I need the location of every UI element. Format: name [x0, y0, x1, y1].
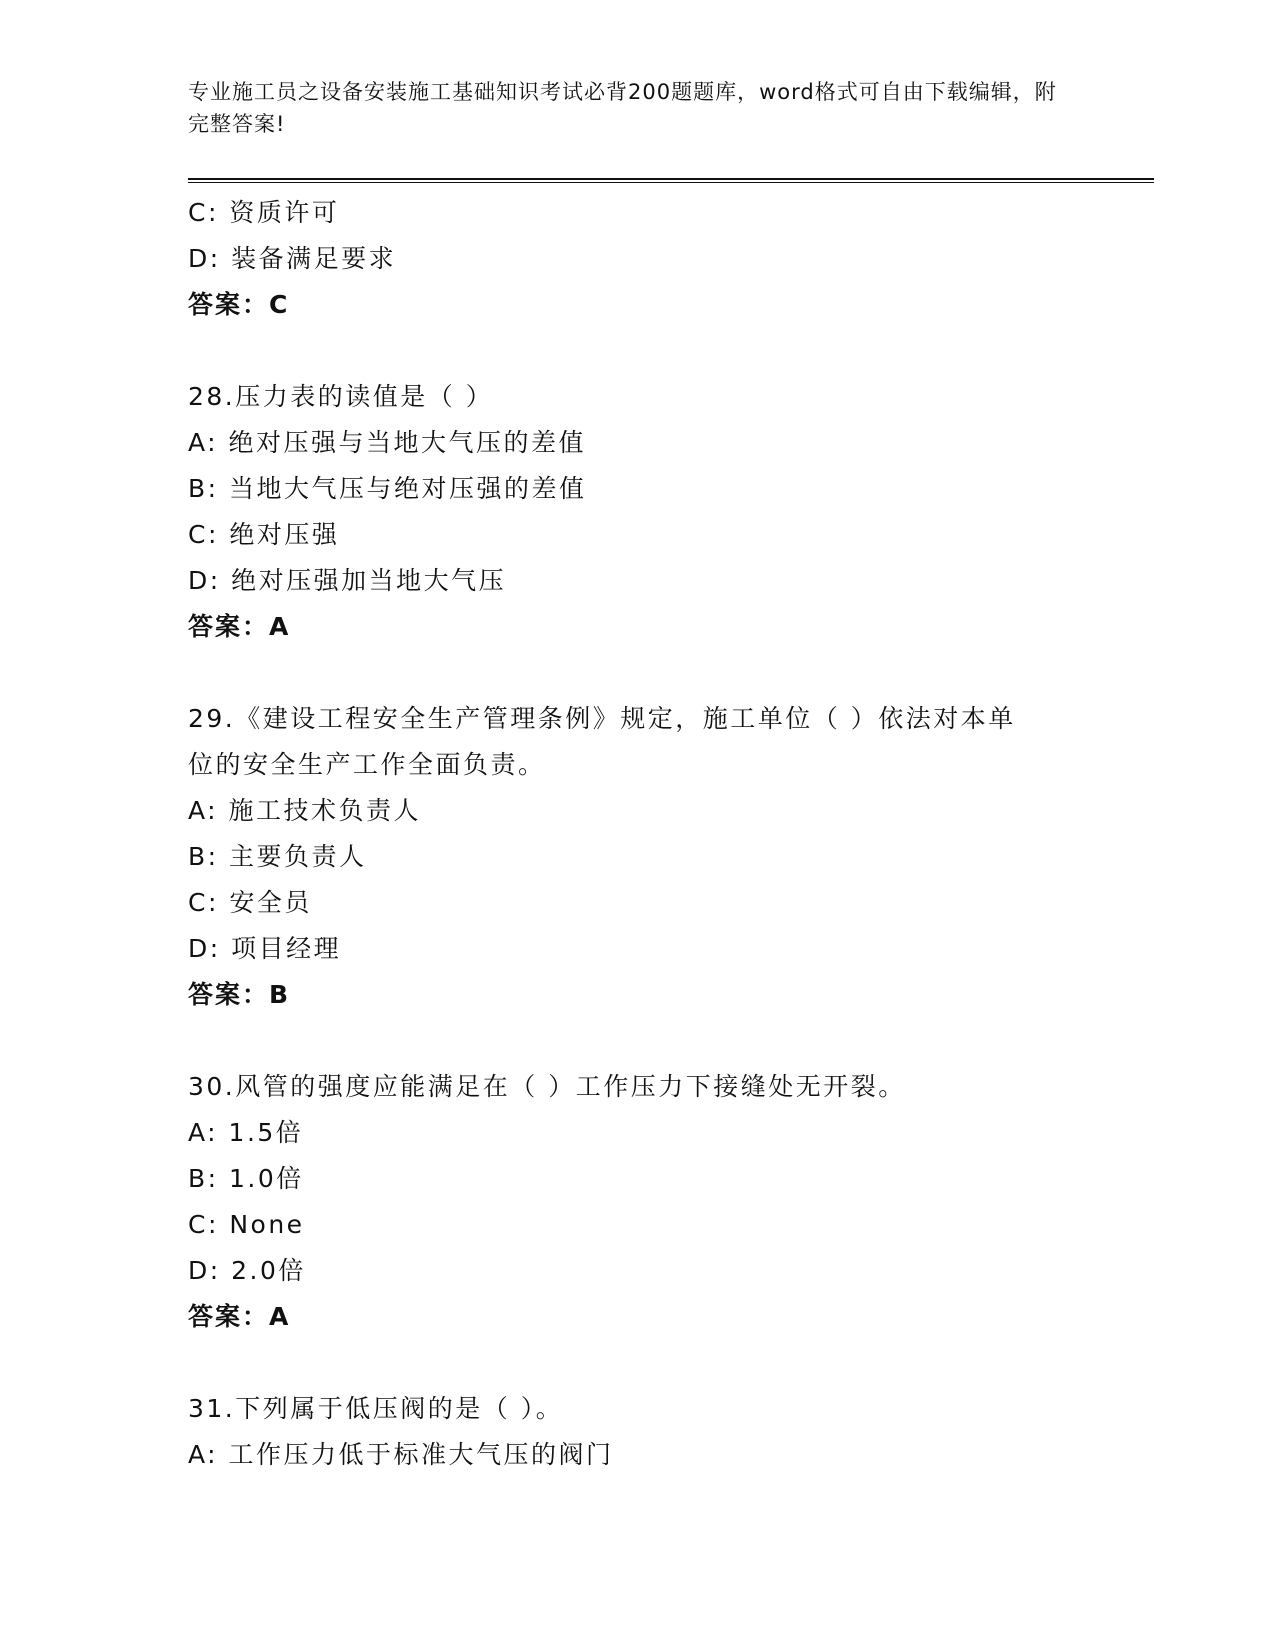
question-list: [188, 190, 1088, 1478]
answer: 答案：C: [188, 290, 290, 319]
question-text: 29.《建设工程安全生产管理条例》规定，施工单位（ ）依法对本单位的安全生产工作全面负责。: [188, 704, 1016, 779]
option-b: B: 1.0倍: [188, 1164, 304, 1193]
option-b: B: 主要负责人: [188, 842, 367, 871]
question-block: [188, 1064, 1088, 1340]
answer: 答案：A: [188, 1302, 291, 1331]
question-text: 28.压力表的读值是（ ）: [188, 382, 494, 411]
question-block: [188, 190, 1088, 328]
option-a: A: 施工技术负责人: [188, 796, 422, 825]
spacer: [188, 328, 1088, 374]
question-text: 30.风管的强度应能满足在（ ）工作压力下接缝处无开裂。: [188, 1072, 906, 1101]
option-d: D: 2.0倍: [188, 1256, 306, 1285]
option-c: C: 资质许可: [188, 198, 340, 227]
answer: 答案：B: [188, 980, 291, 1009]
answer: 答案：A: [188, 612, 291, 641]
option-d: D: 绝对压强加当地大气压: [188, 566, 507, 595]
option-a: A: 绝对压强与当地大气压的差值: [188, 428, 587, 457]
spacer: [188, 1018, 1088, 1064]
option-a: A: 工作压力低于标准大气压的阀门: [188, 1440, 614, 1469]
question-block: [188, 1386, 1088, 1478]
option-b: B: 当地大气压与绝对压强的差值: [188, 474, 587, 503]
option-c: C: None: [188, 1210, 305, 1239]
question-block: [188, 374, 1088, 650]
question-text: 31.下列属于低压阀的是（ ）。: [188, 1394, 564, 1423]
question-block: [188, 696, 1088, 1018]
option-a: A: 1.5倍: [188, 1118, 304, 1147]
header-divider: [188, 178, 1154, 183]
spacer: [188, 650, 1088, 696]
option-d: D: 项目经理: [188, 934, 342, 963]
spacer: [188, 1340, 1088, 1386]
page-header: 专业施工员之设备安装施工基础知识考试必背200题题库，word格式可自由下载编辑，附完整答案!: [188, 80, 1057, 136]
option-c: C: 安全员: [188, 888, 312, 917]
option-d: D: 装备满足要求: [188, 244, 397, 273]
option-c: C: 绝对压强: [188, 520, 340, 549]
